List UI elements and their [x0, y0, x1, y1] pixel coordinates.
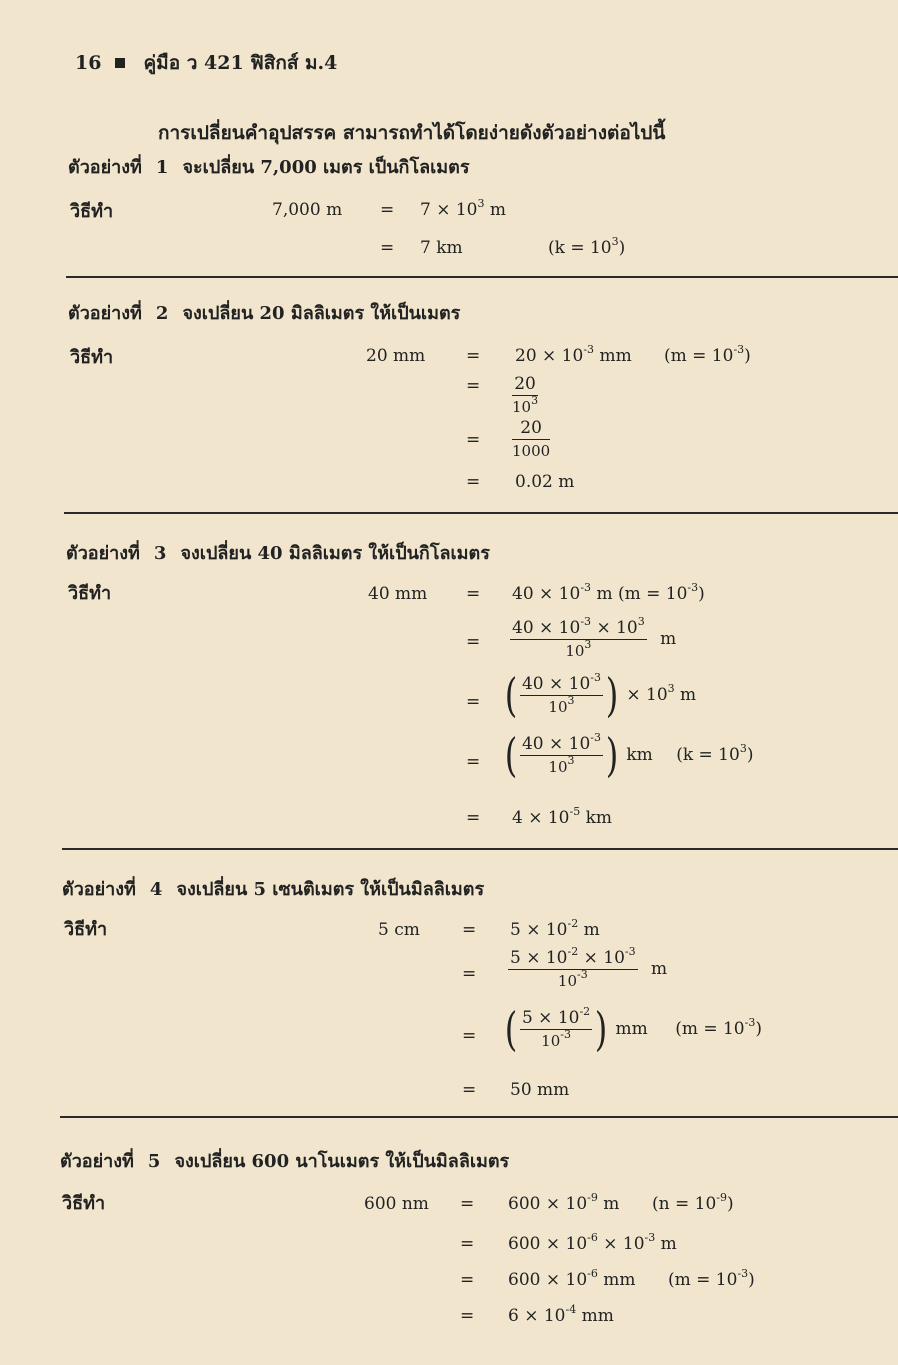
solution-step: 7 km [420, 238, 463, 258]
example-text: จงเปลี่ยน 600 นาโนเมตร ให้เป็นมิลลิเมตร [174, 1151, 510, 1172]
example-text: จะเปลี่ยน 7,000 เมตร เป็นกิโลเมตร [182, 157, 470, 178]
divider-line [64, 512, 898, 514]
method-label: วิธีทำ [64, 919, 108, 940]
example-number: 4 [149, 879, 163, 900]
example-label: ตัวอย่างที่ [60, 1151, 134, 1172]
example-1-title [68, 152, 470, 181]
equals-sign: = [466, 430, 481, 450]
equals-sign: = [460, 1306, 475, 1326]
equals-sign: = [460, 1270, 475, 1290]
solution-step: $600 \times 10^{-6} \times 10^{-3}$ m [508, 1231, 677, 1254]
prefix-note: $(k = 10^3)$ [548, 235, 626, 258]
equals-sign: = [466, 632, 481, 652]
square-bullet-icon [115, 58, 125, 68]
equals-sign: = [466, 584, 481, 604]
solution-step: $6 \times 10^{-4}$ mm [508, 1303, 614, 1326]
equals-sign: = [380, 200, 395, 220]
page-header [75, 48, 337, 78]
equals-sign: = [462, 1080, 477, 1100]
equals-sign: = [380, 238, 395, 258]
solution-step: 0.02 m [515, 472, 575, 492]
given-value: 20 mm [366, 346, 426, 366]
divider-line [62, 848, 898, 850]
book-title: คู่มือ ว 421 ฟิสิกส์ ม.4 [143, 52, 338, 74]
example-4-title [62, 874, 484, 903]
example-5-title [60, 1146, 509, 1175]
solution-step: $600 \times 10^{-9}$ m [508, 1191, 620, 1214]
example-text: จงเปลี่ยน 40 มิลลิเมตร ให้เป็นกิโลเมตร [180, 543, 490, 564]
equals-sign: = [462, 964, 477, 984]
example-number: 5 [147, 1151, 161, 1172]
prefix-note: $(n = 10^{-9})$ [652, 1191, 734, 1214]
equals-sign: = [466, 808, 481, 828]
parenthesized-fraction: ( $\frac{40 \times 10^{-3}}{10^3}$ ) × $10^3$ m [504, 668, 697, 722]
equals-sign: = [460, 1234, 475, 1254]
equals-sign: = [466, 692, 481, 712]
given-value: 5 cm [378, 920, 420, 940]
solution-step: $5 \times 10^{-2}$ m [510, 917, 600, 940]
method-label: วิธีทำ [68, 583, 112, 604]
equals-sign: = [466, 472, 481, 492]
example-label: ตัวอย่างที่ [68, 157, 142, 178]
example-number: 3 [153, 543, 167, 564]
prefix-note: $(m = 10^{-3})$ [664, 343, 751, 366]
method-label: วิธีทำ [62, 1193, 106, 1214]
fraction: $\frac{20}{1000}$ [512, 418, 551, 460]
solution-step: $600 \times 10^{-6}$ mm [508, 1267, 636, 1290]
example-2-title [68, 298, 460, 327]
equals-sign: = [466, 376, 481, 396]
solution-step: 50 mm [510, 1080, 570, 1100]
given-value: 600 nm [364, 1194, 429, 1214]
equals-sign: = [462, 920, 477, 940]
solution-step: $40 \times 10^{-3}$ m $(m = 10^{-3})$ [512, 581, 705, 604]
divider-line [60, 1116, 898, 1118]
fraction: $\frac{5 \times 10^{-2} \times 10^{-3}}{10^{-3}}$ m [510, 945, 668, 990]
example-number: 1 [155, 157, 169, 178]
solution-step: $20 \times 10^{-3}$ mm [515, 343, 632, 366]
solution-step: $4 \times 10^{-5}$ km [512, 805, 613, 828]
page-number: 16 [75, 52, 102, 74]
method-label: วิธีทำ [70, 347, 114, 368]
given-value: 40 mm [368, 584, 428, 604]
example-3-title [66, 538, 490, 567]
method-label: วิธีทำ [70, 201, 114, 222]
solution-step: $7 \times 10^3$ m [420, 197, 507, 220]
example-text: จงเปลี่ยน 20 มิลลิเมตร ให้เป็นเมตร [182, 303, 461, 324]
example-text: จงเปลี่ยน 5 เซนติเมตร ให้เป็นมิลลิเมตร [176, 879, 485, 900]
example-label: ตัวอย่างที่ [62, 879, 136, 900]
equals-sign: = [460, 1194, 475, 1214]
example-label: ตัวอย่างที่ [68, 303, 142, 324]
fraction: $\frac{40 \times 10^{-3} \times 10^3}{10^3}$ m [512, 615, 677, 660]
divider-line [66, 276, 898, 278]
example-number: 2 [155, 303, 169, 324]
parenthesized-fraction: ( $\frac{40 \times 10^{-3}}{10^3}$ ) km $(k = 10^3)$ [504, 728, 754, 782]
equals-sign: = [466, 752, 481, 772]
parenthesized-fraction: ( $\frac{5 \times 10^{-2}}{10^{-3}}$ ) mm $(m = 10^{-3})$ [504, 1002, 762, 1056]
given-value: 7,000 m [272, 200, 343, 220]
equals-sign: = [466, 346, 481, 366]
equals-sign: = [462, 1026, 477, 1046]
example-label: ตัวอย่างที่ [66, 543, 140, 564]
intro-text: การเปลี่ยนคำอุปสรรค สามารถทำได้โดยง่ายดังตัวอย่างต่อไปนี้ [158, 122, 666, 144]
fraction: $\frac{20}{10^3}$ [512, 374, 539, 416]
prefix-note: $(m = 10^{-3})$ [668, 1267, 755, 1290]
